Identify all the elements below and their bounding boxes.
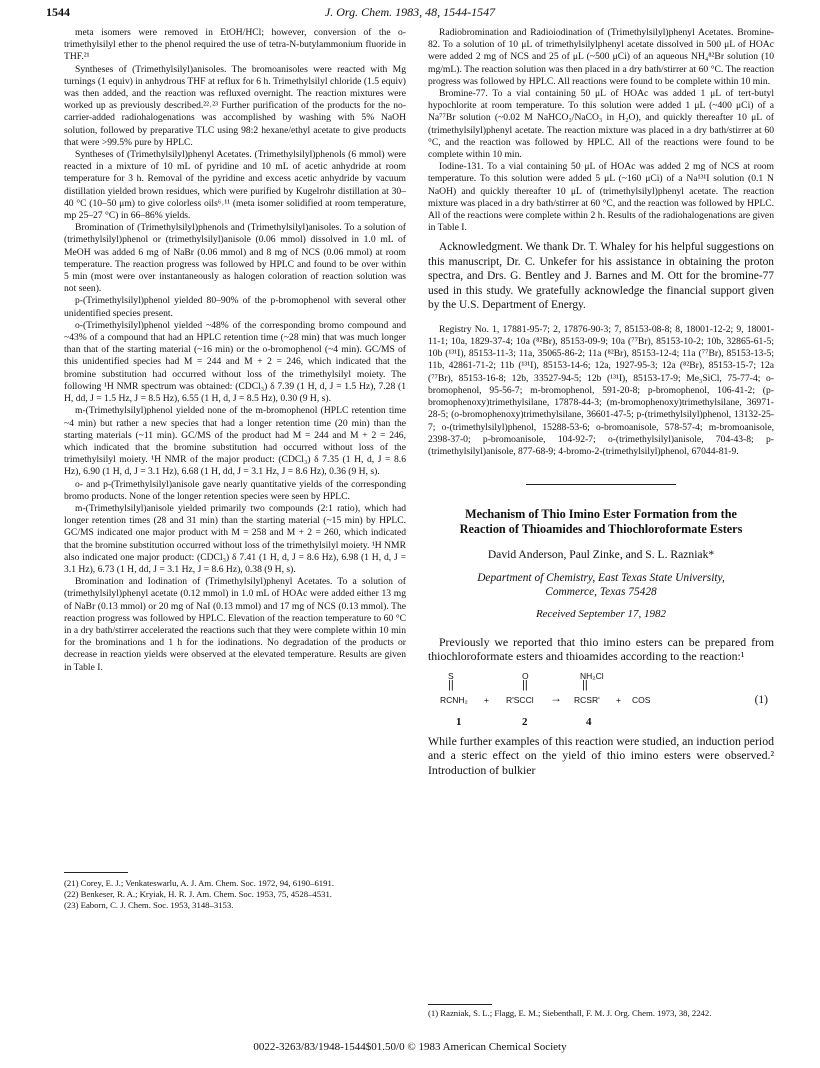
paragraph: meta isomers were removed in EtOH/HCl; however, conversion of the o-trimethylsilyl ether to the phenol required the use of tetra-N-butylammonium fluoride in THF.²¹ bbox=[64, 27, 406, 63]
footnote-divider bbox=[64, 872, 128, 873]
paragraph: Iodine-131. To a vial containing 50 μL of HOAc was added 2 mg of NCS at room temperature. To this solution were added 5 μL (~160 μCi) of a Na¹³¹I solution (0.1 N NaOH) and quickly thereafter 10 μL of (trimethylsilyl)phenyl acetate. The reaction mixture was placed in a dry bath/stirrer at 60 °C, and the reaction was followed by HPLC. All of the reactions were complete within 2 h. Results of the radiohalogenations are given in Table I. bbox=[428, 161, 774, 234]
article-affiliation bbox=[428, 571, 774, 599]
left-column bbox=[64, 27, 406, 674]
affiliation-line: Department of Chemistry, East Texas State University, bbox=[477, 572, 725, 585]
article-body: While further examples of this reaction were studied, an induction period and a steric effect on the yield of thio imino esters were observed.² Introduction of bulkier bbox=[428, 733, 774, 777]
left-footnotes bbox=[64, 878, 406, 910]
eq-double-bond: || bbox=[582, 678, 588, 691]
eq-double-bond: || bbox=[448, 678, 454, 691]
article-authors: David Anderson, Paul Zinke, and S. L. Razniak* bbox=[487, 548, 715, 562]
eq-arrow: → bbox=[550, 690, 562, 705]
registry-numbers: Registry No. 1, 17881-95-7; 2, 17876-90-3; 7, 85153-08-8; 8, 18001-12-2; 9, 18001-11-1; 10a, 1829-37-4; 10a (⁸²Br), 85153-09-9; 10a (⁷⁷Br), 85153-10-2; 10b, 32865-61-5; 10b (¹³¹I), 85153-11-3; 11a, 35065-86-2; 11a (⁸²Br), 85153-12-4; 11a (⁷⁷Br), 85153-13-5; 11b, 42861-71-2; 11b (¹³¹I), 85153-14-6; 12a, 1927-95-3; 12a (⁸²Br), 85153-15-7; 12a (⁷⁷Br), 85153-16-8; 12b, 33527-94-5; 12b (¹³¹I), 85153-17-9; Me₃SiCl, 75-77-4; o-bromophenol, 95-56-7; m-bromophenol, 591-20-8; p-bromophenol, 106-41-2; (p-bromophenoxy)trimethylsilane, 17878-44-3; (m-bromophenoxy)trimethylsilane, 36971-28-5; (o-bromophenoxy)trimethylsilane, 36601-47-5; p-(trimethylsilyl)phenol, 13132-25-7; o-(trimethylsilyl)phenol, 15288-53-6; o-bromoanisole, 578-57-4; m-bromoanisole, 2398-37-0; p-bromoanisole, 104-92-7; o-(trimethylsilyl)anisole, 704-43-8; p-(trimethylsilyl)anisole, 877-68-9; 4-bromo-2-(trimethylsilyl)phenol, 67044-81-9. bbox=[428, 323, 774, 457]
compound-label: 4 bbox=[586, 715, 592, 728]
paragraph: o-(Trimethylsilyl)phenol yielded ~48% of the corresponding bromo compound and ~43% of a compound that had an HPLC retention time (~28 min) that was much longer than that of the starting material (~16 min) or the o-bromophenol (~4 min). GC/MS of this unidentified species had M = 244 and M + 2 = 246, which indicated that the bromine substitution had occurred without loss of the trimethylsilyl moiety. The following ¹H NMR spectrum was obtained: (CDCl₃) δ 7.39 (1 H, d, J = 1.5 Hz), 7.28 (1 H, dd, J = 1.5 Hz, J = 8.5 Hz), 6.55 (1 H, d, J = 8.5 Hz), 0.30 (9 H, s). bbox=[64, 319, 406, 405]
eq-reactant-1: RCNH₂ bbox=[440, 694, 468, 705]
compound-label: 2 bbox=[522, 715, 528, 728]
paragraph: m-(Trimethylsilyl)anisole yielded primarily two compounds (2:1 ratio), which had longer retention times (28 and 31 min) than the starting material (~15 min) by HPLC. GC/MS indicated one major product with M = 258 and M + 2 = 260, which indicated that the bromine substitution occurred without loss of the trimethylsilyl moiety. ¹H NMR also indicated one major product: (CDCl₃) δ 7.41 (1 H, d, J = 8.6 Hz), 6.98 (1 H, d, J = 3.1 Hz), 6.73 (1 H, dd, J = 3.1 Hz, J = 8.6 Hz), 0.38 (9 H, s). bbox=[64, 502, 406, 575]
paragraph: Bromination and Iodination of (Trimethylsilyl)phenyl Acetates. To a solution of (trimethylsilyl)phenyl acetate (0.12 mmol) in 1.0 mL of HOAc were added either 13 mg of NaBr (0.13 mmol) or 20 mg of NaI (0.13 mmol) and 17 mg of NCS (0.13 mmol). The reaction progress was followed by HPLC. Elevation of the reaction temperature to 60 °C in a dry bath/stirrer accelerated the reactions such that they were complete within 10 min for the brominations and 1 h for the iodinations. No degradation of the products or decrease in reaction yields were observed at the elevated temperature. Results are given in Table I. bbox=[64, 576, 406, 673]
compound-label: 1 bbox=[456, 715, 462, 728]
footnote-divider bbox=[428, 1004, 492, 1005]
article-title: Mechanism of Thio Imino Ester Formation from the Reaction of Thioamides and Thiochloroformate Esters bbox=[459, 507, 743, 537]
paragraph: Bromination of (Trimethylsilyl)phenols and (Trimethylsilyl)anisoles. To a solution of (trimethylsilyl)phenol or (trimethylsilyl)anisole (0.06 mmol) dissolved in 1.0 mL of MeOH was added 6 mg of NaBr (0.06 mmol) and 8 mg of NCS (0.06 mmol) at room temperature. The reaction progress was followed by HPLC and found to be over within 5 min (most were over instantaneously as halogen coloration of reaction solution was not seen). bbox=[64, 222, 406, 295]
right-footnotes bbox=[428, 1008, 774, 1019]
received-date: Received September 17, 1982 bbox=[535, 608, 667, 621]
paragraph: p-(Trimethylsilyl)phenol yielded 80–90% of the p-bromophenol with several other unidentified species present. bbox=[64, 295, 406, 319]
paragraph: o- and p-(Trimethylsilyl)anisole gave nearly quantitative yields of the corresponding bromo products. None of the longer retention species were seen by HPLC. bbox=[64, 478, 406, 502]
paragraph: Radiobromination and Radioiodination of (Trimethylsilyl)phenyl Acetates. Bromine-82. To a solution of 10 μL of trimethylsilylphenyl acetate dissolved in 500 μL of HOAc were added 2 mg of NCS and 25 of μL (~500 μCi) of an aqueous NH₄⁸²Br solution (10 mg/mL). The reaction solution was then placed in a dry bath/stirrer at 60 °C. The reaction progress was followed by HPLC. All reactions were found to be complete within 10 min. bbox=[428, 27, 774, 87]
affiliation-line: Commerce, Texas 75428 bbox=[545, 586, 657, 599]
acknowledgment: Acknowledgment. We thank Dr. T. Whaley for his helpful suggestions on this manuscript, Dr. C. Unkefer for his assistance in obtaining the proton spectra, and Drs. G. Bentley and J. Barnes and M. Ott for the bromine-77 used in this study. We gratefully acknowledge the financial support given by the U.S. Department of Energy. bbox=[428, 241, 774, 312]
paragraph: Syntheses of (Trimethylsilyl)anisoles. The bromoanisoles were reacted with Mg turnings (1 equiv) in anhydrous THF at reflux for 6 h. Trimethylsilyl chloride (1.5 equiv) was then added, and the reaction was refluxed overnight. The reaction mixtures were worked up as previously described.²²˒²³ Further purification of the products for the no-carrier-added radiohalogenations was accomplished by washing with 5% NaOH solution, followed by preparative TLC using 98:2 hexane/ethyl acetate to give products that were >99.5% pure by HPLC. bbox=[64, 63, 406, 148]
footnote: (1) Razniak, S. L.; Flagg, E. M.; Siebenthall, F. M. J. Org. Chem. 1973, 38, 2242. bbox=[428, 1008, 712, 1018]
eq-product-1: RCSR' bbox=[574, 694, 600, 705]
reaction-equation bbox=[428, 670, 774, 732]
article-divider bbox=[526, 484, 676, 485]
footnote: (23) Eaborn, C. J. Chem. Soc. 1953, 3148–3153. bbox=[64, 899, 234, 910]
page-number: 1544 bbox=[46, 5, 70, 19]
page-footer: 0022-3263/83/1948-1544$01.50/0 © 1983 American Chemical Society bbox=[253, 1041, 567, 1053]
eq-double-bond: || bbox=[522, 678, 528, 691]
eq-reactant-2: R'SCCl bbox=[506, 694, 534, 705]
paragraph: Bromine-77. To a vial containing 50 μL of HOAc was added 1 μL of tert-butyl hypochlorite at room temperature. To this solution were added 1 μL (~400 μCi) of a Na⁷⁷Br solution (~0.02 M NaHCO₃/NaCO₃ in H₂O), and quickly thereafter 10 μL of (trimethylsilyl)phenyl acetate. The reaction mixture was placed in a dry bath/stirrer at 60 °C, and the reaction was followed by HPLC. All of the reactions were found to be complete within 10 min. bbox=[428, 88, 774, 161]
eq-atom-o: O bbox=[522, 670, 529, 681]
footnote: (22) Benkeser, R. A.; Kryiak, H. R. J. Am. Chem. Soc. 1953, 75, 4528–4531. bbox=[64, 888, 332, 899]
eq-atom-nh2cl: NH₂Cl bbox=[580, 670, 604, 681]
journal-citation: J. Org. Chem. 1983, 48, 1544-1547 bbox=[324, 5, 496, 19]
article-intro: Previously we reported that thio imino esters can be prepared from thiochloroformate esters and thioamides according to the reaction:¹ bbox=[428, 634, 774, 664]
eq-plus: + bbox=[484, 694, 489, 705]
right-column bbox=[428, 27, 774, 777]
eq-product-2: COS bbox=[632, 694, 651, 705]
eq-atom-s: S bbox=[448, 670, 454, 681]
equation-number: (1) bbox=[754, 693, 768, 706]
paragraph: Syntheses of (Trimethylsilyl)phenyl Acetates. (Trimethylsilyl)phenols (6 mmol) were reacted in a mixture of 10 mL of pyridine and 10 mL of acetic anhydride at room temperature for 3 h. Removal of the pyridine and excess acetic anhydride by vacuum distillation yielded brown residues, which were purified by Kugelrohr distillation at 30–40 °C (10–50 μm) to give colorless oils⁶˒¹¹ (meta isomer solidified at room temperature, mp 25–27 °C) in 66–86% yields. bbox=[64, 149, 406, 222]
page-header bbox=[46, 5, 774, 21]
footnote: (21) Corey, E. J.; Venkateswarlu, A. J. Am. Chem. Soc. 1972, 94, 6190–6191. bbox=[64, 878, 335, 888]
eq-plus: + bbox=[616, 694, 621, 705]
paragraph: m-(Trimethylsilyl)phenol yielded none of the m-bromophenol (HPLC retention time ~4 min) but rather a new species that had a longer retention time (20 min) than the starting materials (~11 min). GC/MS of the product had M = 244 and M + 2 = 246, which indicated that the bromine substitution had occurred without loss of the trimethylsilyl moiety. ¹H NMR of the major product: (CDCl₃) δ 7.35 (1 H, d, J = 8.6 Hz), 6.90 (1 H, d, J = 3.1 Hz), 6.68 (1 H, dd, J = 3.1 Hz, J = 8.6 Hz), 0.36 (9 H, s). bbox=[64, 405, 406, 478]
